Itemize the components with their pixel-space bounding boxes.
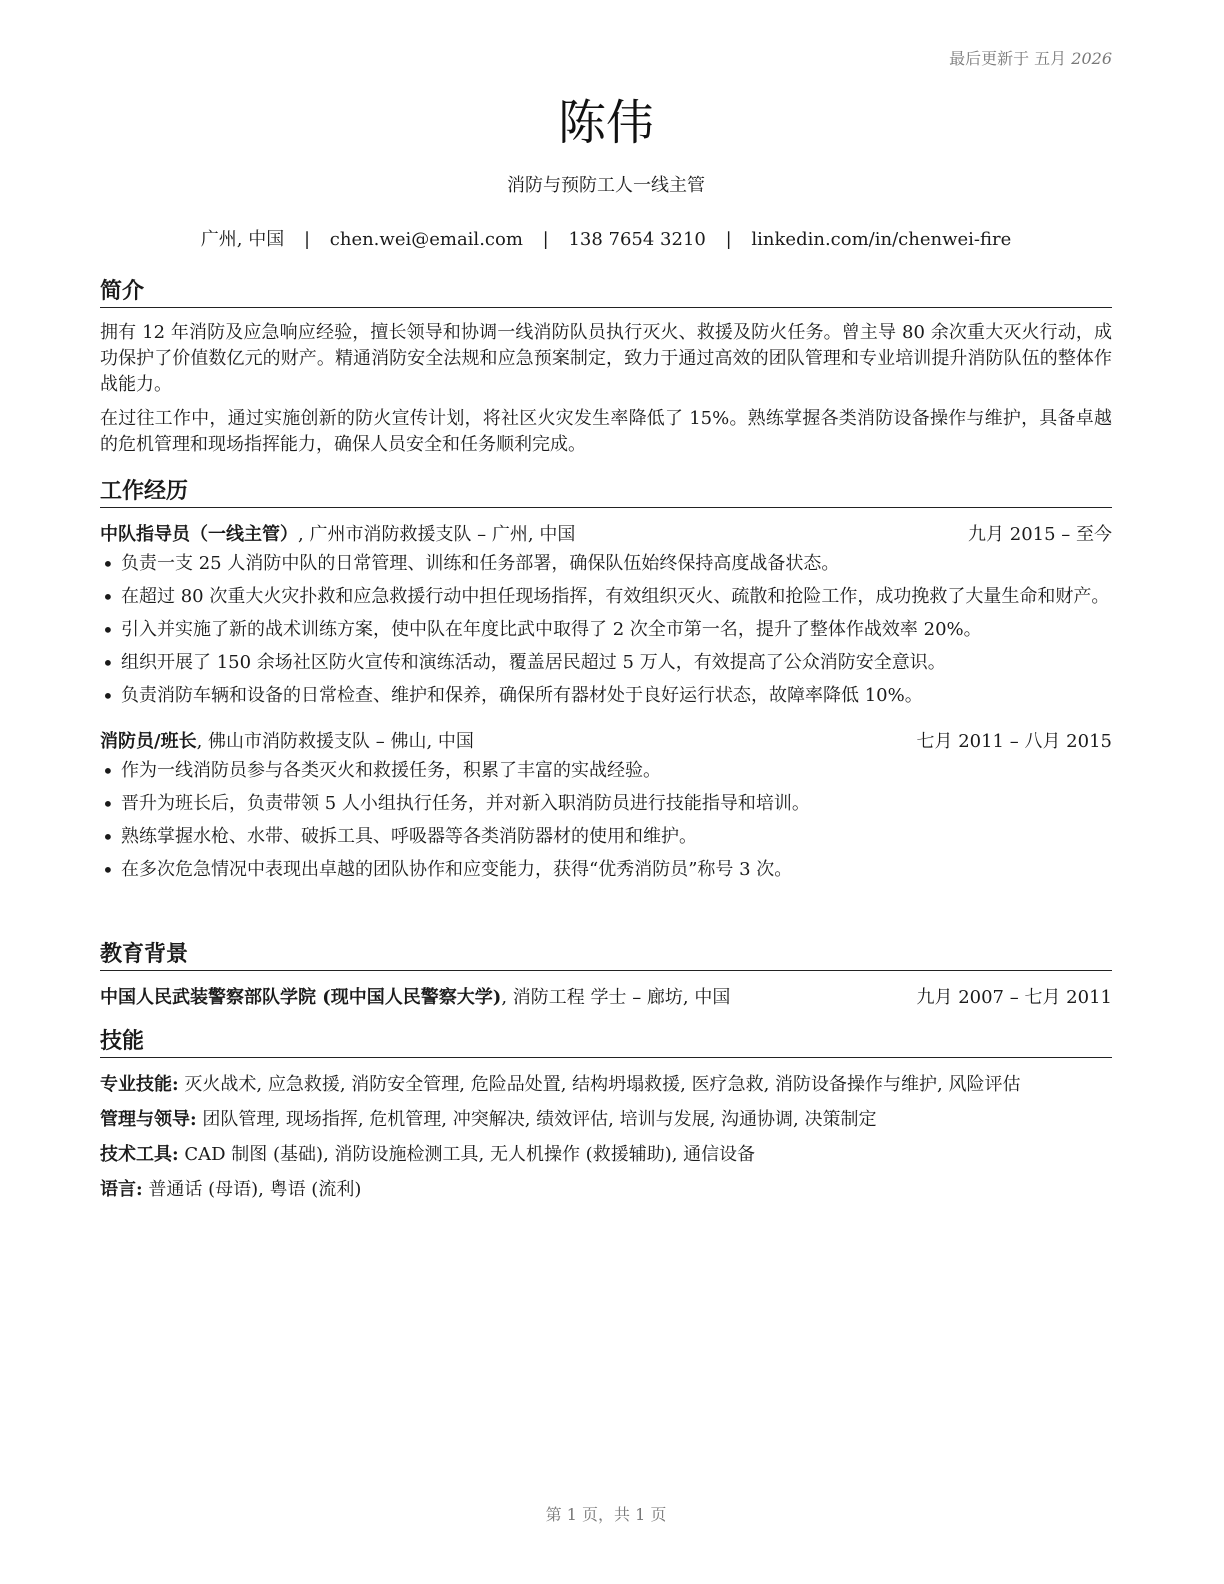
job-bullet: • 晋升为班长后，负责带领 5 人小组执行任务，并对新入职消防员进行技能指导和培训。 [100, 791, 1112, 817]
last-updated [949, 46, 1112, 69]
job-org: , 广州市消防救援支队 – 广州, 中国 [298, 524, 576, 545]
job-dates: 九月 2015 – 至今 [968, 524, 1112, 545]
job-bullets [100, 551, 1112, 709]
contact-separator: | [303, 229, 311, 250]
contact-linkedin[interactable]: linkedin.com/in/chenwei-fire [751, 229, 1012, 250]
skill-value: 团队管理, 现场指挥, 危机管理, 冲突解决, 绩效评估, 培训与发展, 沟通协调, 决策制定 [196, 1109, 877, 1130]
job-bullets [100, 758, 1112, 883]
candidate-name: 陈伟 [557, 95, 654, 151]
skill-line [100, 1142, 1112, 1168]
last-updated-label: 最后更新于 五月 [949, 49, 1067, 68]
last-updated-year: 2026 [1071, 49, 1112, 68]
job-bullet: • 负责消防车辆和设备的日常检查、维护和保养，确保所有器材处于良好运行状态，故障率降低 10%。 [100, 683, 1112, 709]
skill-label: 专业技能: [100, 1074, 179, 1095]
contact-separator: | [725, 229, 732, 250]
job-bullet: • 熟练掌握水枪、水带、破拆工具、呼吸器等各类消防器材的使用和维护。 [100, 824, 1112, 850]
job-role: 消防员/班长 [100, 731, 197, 752]
job-dates: 七月 2011 – 八月 2015 [916, 731, 1112, 752]
experience-title: 工作经历 [100, 478, 1112, 508]
summary-title: 简介 [100, 278, 1112, 308]
experience-section [100, 478, 1112, 890]
education-entry [100, 985, 1112, 1011]
skills-section [100, 1028, 1112, 1212]
skill-value: 灭火战术, 应急救援, 消防安全管理, 危险品处置, 结构坍塌救援, 医疗急救, 消防设备操作与维护, 风险评估 [178, 1074, 1021, 1095]
job-bullet: • 在多次危急情况中表现出卓越的团队协作和应变能力，获得“优秀消防员”称号 3 次。 [100, 857, 1112, 883]
skills-list [100, 1072, 1112, 1203]
skill-value: CAD 制图 (基础), 消防设施检测工具, 无人机操作 (救援辅助), 通信设备 [178, 1144, 756, 1165]
job-bullet: • 在超过 80 次重大火灾扑救和应急救援行动中担任现场指挥，有效组织灭火、疏散和抢险工作，成功挽救了大量生命和财产。 [100, 584, 1112, 610]
education-section [100, 941, 1112, 1011]
education-title: 教育背景 [100, 941, 1112, 971]
job-header [100, 522, 1112, 548]
summary-paragraph-1: 拥有 12 年消防及应急响应经验，擅长领导和协调一线消防队员执行灭火、救援及防火任务。曾主导 80 余次重大灭火行动，成功保护了价值数亿元的财产。精通消防安全法规和应急预案制定，致力于通过高效的团队管理和专业培训提升消防队伍的整体作战能力。 [100, 322, 1112, 395]
skill-line [100, 1107, 1112, 1133]
skill-value: 普通话 (母语), 粤语 (流利) [142, 1179, 362, 1200]
skill-line [100, 1072, 1112, 1098]
summary-paragraph-2: 在过往工作中，通过实施创新的防火宣传计划，将社区火灾发生率降低了 15%。熟练掌握各类消防设备操作与维护，具备卓越的危机管理和现场指挥能力，确保人员安全和任务顺利完成。 [100, 408, 1112, 455]
job-bullet: • 作为一线消防员参与各类灭火和救援任务，积累了丰富的实战经验。 [100, 758, 1112, 784]
education-detail: , 消防工程 学士 – 廊坊, 中国 [501, 987, 731, 1008]
resume-page [100, 0, 1112, 1584]
contact-separator: | [542, 229, 549, 250]
job-bullet: • 负责一支 25 人消防中队的日常管理、训练和任务部署，确保队伍始终保持高度战备状态。 [100, 551, 1112, 577]
job-entry [100, 729, 1112, 883]
skill-label: 技术工具: [100, 1144, 179, 1165]
skills-title: 技能 [100, 1028, 1112, 1058]
job-entry [100, 522, 1112, 709]
job-org: , 佛山市消防救援支队 – 佛山, 中国 [196, 731, 474, 752]
job-header [100, 729, 1112, 755]
skill-label: 语言: [100, 1179, 143, 1200]
job-bullet: • 组织开展了 150 余场社区防火宣传和演练活动，覆盖居民超过 5 万人，有效提高了公众消防安全意识。 [100, 650, 1112, 676]
education-school: 中国人民武装警察部队学院 (现中国人民警察大学) [100, 987, 502, 1008]
contact-line [100, 225, 1112, 251]
education-dates: 九月 2007 – 七月 2011 [916, 987, 1112, 1008]
summary-section [100, 278, 1112, 458]
contact-email[interactable]: chen.wei@email.com [329, 229, 523, 250]
skill-line [100, 1177, 1112, 1203]
job-role: 中队指导员（一线主管） [100, 524, 298, 545]
contact-phone[interactable]: 138 7654 3210 [568, 229, 706, 250]
job-bullet: • 引入并实施了新的战术训练方案，使中队在年度比武中取得了 2 次全市第一名，提升了整体作战效率 20%。 [100, 617, 1112, 643]
skill-label: 管理与领导: [100, 1109, 197, 1130]
contact-location: 广州, 中国 [200, 229, 285, 250]
page-number: 第 1 页，共 1 页 [545, 1505, 667, 1524]
candidate-headline: 消防与预防工人一线主管 [507, 175, 705, 196]
